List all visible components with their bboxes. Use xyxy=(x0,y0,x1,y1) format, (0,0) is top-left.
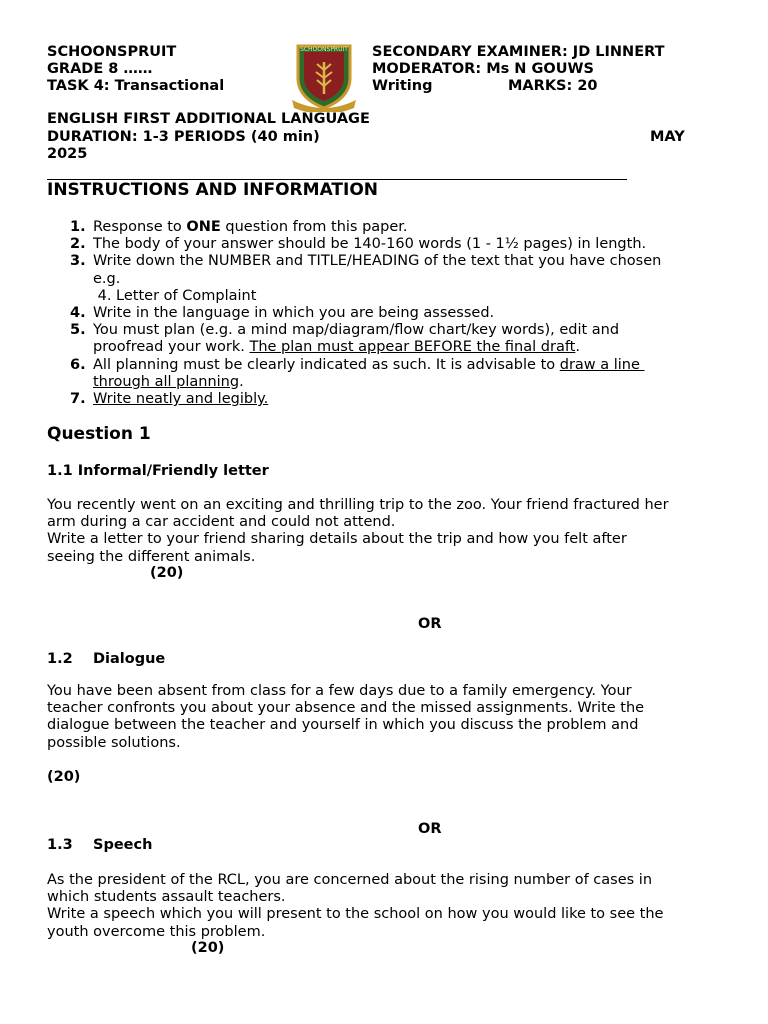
task-label: TASK 4: Transactional xyxy=(47,78,225,94)
instruction-item: 7. Write neatly and legibly. xyxy=(70,391,269,408)
q3-body: As the president of the RCL, you are concerned about the rising number of cases in which students assault teachers. Write a speech which you will present to the school on how you would like to see the youth overcome this problem. xyxy=(47,872,664,940)
q3-number: 1.3 xyxy=(47,837,73,853)
q2-number: 1.2 xyxy=(47,651,73,667)
or-separator: OR xyxy=(418,616,442,632)
q2-heading: Dialogue xyxy=(93,651,166,667)
q1-body: You recently went on an exciting and thrilling trip to the zoo. Your friend fractured her arm during a car accident and could not attend. Write a letter to your friend sharing details about the trip and how you felt after seeing the different animals. xyxy=(47,497,669,565)
marks-label: MARKS: 20 xyxy=(508,78,598,94)
q3-heading: Speech xyxy=(93,837,153,853)
instruction-item: 4. Write in the language in which you are being assessed. xyxy=(70,305,495,322)
subject-label: ENGLISH FIRST ADDITIONAL LANGUAGE xyxy=(47,111,370,127)
grade-label: GRADE 8 …… xyxy=(47,61,153,77)
duration-label: DURATION: 1-3 PERIODS (40 min) xyxy=(47,129,320,145)
q2-marks: (20) xyxy=(47,769,81,785)
crest-text: SCHOONSPRUIT xyxy=(300,46,348,53)
instruction-item: 1. Response to ONE question from this paper. xyxy=(70,219,408,235)
month-label: MAY xyxy=(650,129,685,145)
instruction-item: 3. Write down the NUMBER and TITLE/HEADING of the text that you have chosen e.g. 4. Letter of Complaint xyxy=(70,253,662,304)
instruction-item: 6. All planning must be clearly indicated as such. It is advisable to draw a line through all planning. xyxy=(70,356,645,390)
question-title: Question 1 xyxy=(47,424,151,444)
examiner-label: SECONDARY EXAMINER: JD LINNERT xyxy=(372,44,665,60)
q1-heading: 1.1 Informal/Friendly letter xyxy=(47,463,269,479)
instruction-item: 5. You must plan (e.g. a mind map/diagram/flow chart/key words), edit and proofread your work. The plan must appear BEFORE the final draft. xyxy=(70,322,620,356)
moderator-label: MODERATOR: Ms N GOUWS xyxy=(372,61,594,77)
instructions-list xyxy=(47,219,727,408)
instructions-title: INSTRUCTIONS AND INFORMATION xyxy=(47,180,379,200)
q2-body: You have been absent from class for a few days due to a family emergency. Your teacher confronts you about your absence and the missed assignments. Write the dialogue between the teacher and yourself in which you discuss the problem and possible solutions. xyxy=(47,683,645,751)
writing-label: Writing xyxy=(372,78,433,94)
instruction-item: 2. The body of your answer should be 140-160 words (1 - 1½ pages) in length. xyxy=(70,236,647,253)
q3-marks: (20) xyxy=(191,940,225,956)
school-crest xyxy=(290,40,358,112)
school-name: SCHOONSPRUIT xyxy=(47,44,177,60)
crest-icon xyxy=(290,40,358,112)
year-label: 2025 xyxy=(47,146,88,162)
q1-marks: (20) xyxy=(150,565,184,581)
or-separator: OR xyxy=(418,821,442,837)
